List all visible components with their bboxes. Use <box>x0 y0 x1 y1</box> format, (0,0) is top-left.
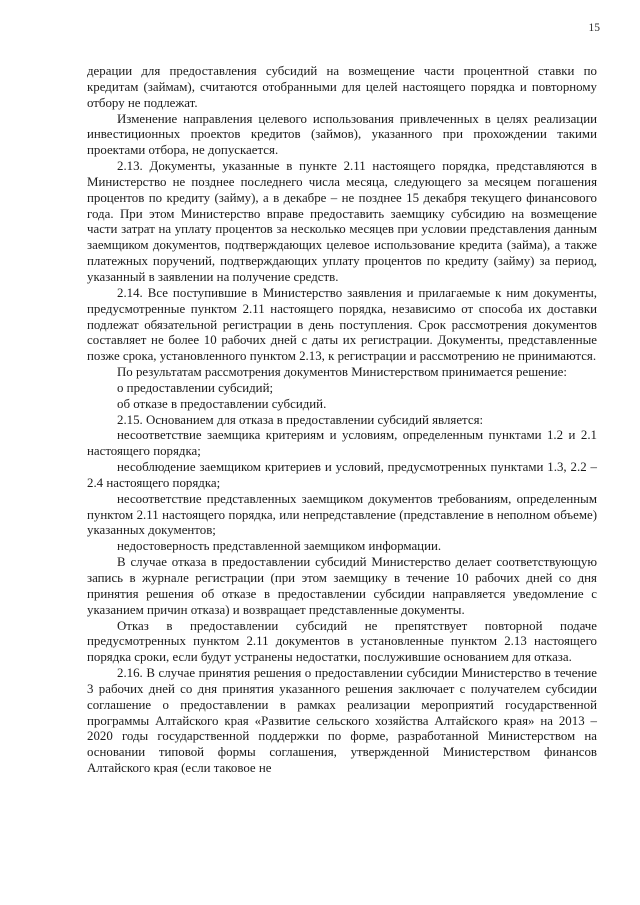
document-body <box>87 64 597 777</box>
paragraph: дерации для предоставления субсидий на возмещение части процентной ставки по кредитам (займам), считаются отобранными для целей настоящего порядка и повторному отбору не подлежат. <box>87 64 597 110</box>
paragraph: несоответствие заемщика критериям и условиям, определенным пунктами 1.2 и 2.1 настоящего порядка; <box>87 428 597 459</box>
paragraph: 2.13. Документы, указанные в пункте 2.11 настоящего порядка, представляются в Министерство не позднее последнего числа месяца, следующего за месяцем погашения процентов по кредиту (займу), а в декабре – не позднее 15 декабря текущего финансового года. При этом Министерство вправе предоставить заемщику субсидию на возмещение части затрат на уплату процентов за несколько месяцев при условии представления данным заемщиком документов, подтверждающих целевое использование кредита (займа), а также платежных поручений, подтверждающих уплату процентов по кредиту (займу) за период, указанный в заявлении на получение средств. <box>87 159 597 284</box>
paragraph: несоблюдение заемщиком критериев и условий, предусмотренных пунктами 1.3, 2.2 – 2.4 настоящего порядка; <box>87 460 597 490</box>
paragraph: недостоверность представленной заемщиком информации. <box>117 539 442 554</box>
paragraph: Изменение направления целевого использования привлеченных в целях реализации инвестиционных проектов кредитов (займов), указанного при прохождении такими проектами отбора, не допускается. <box>87 111 597 158</box>
paragraph: 2.15. Основанием для отказа в предоставлении субсидий является: <box>117 412 484 427</box>
paragraph: о предоставлении субсидий; <box>117 380 274 395</box>
page-number: 15 <box>588 22 600 34</box>
paragraph: Отказ в предоставлении субсидий не препятствует повторной подаче предусмотренных пунктом 2.11 документов в установленные пунктом 2.13 настоящего порядка сроки, если будут устранены недостатки, послужившие основанием для отказа. <box>87 618 597 665</box>
paragraph: По результатам рассмотрения документов Министерством принимается решение: <box>117 365 567 380</box>
paragraph: 2.14. Все поступившие в Министерство заявления и прилагаемые к ним документы, предусмотренные пунктом 2.11 настоящего порядка, независимо от способа их доставки подлежат обязательной регистрации в день поступления. Срок рассмотрения документов составляет не более 10 рабочих дней с даты их регистрации. Документы, представленные позже срока, установленного пунктом 2.13, к регистрации и рассмотрению не принимаются. <box>87 285 597 364</box>
paragraph: В случае отказа в предоставлении субсидий Министерство делает соответствующую запись в журнале регистрации (при этом заемщику в течение 10 рабочих дней со дня принятия решения об отказе в предоставлении субсидии направляется уведомление с указанием причин отказа) и возвращает представленные документы. <box>87 555 597 617</box>
paragraph: 2.16. В случае принятия решения о предоставлении субсидии Министерство в течение 3 рабочих дней со дня принятия указанного решения заключает с получателем субсидии соглашение о предоставлении в рамках реализации мероприятий государственной программы Алтайского края «Развитие сельского хозяйства Алтайского края» на 2013 – 2020 годы государственной поддержки по форме, разработанной Министерством на основании типовой формы соглашения, утвержденной Министерством финансов Алтайского края (если таковое не <box>87 666 597 776</box>
paragraph: несоответствие представленных заемщиком документов требованиям, определенным пунктом 2.11 настоящего порядка, или непредставление (представление в неполном объеме) указанных документов; <box>87 491 597 538</box>
paragraph: об отказе в предоставлении субсидий. <box>117 396 327 411</box>
